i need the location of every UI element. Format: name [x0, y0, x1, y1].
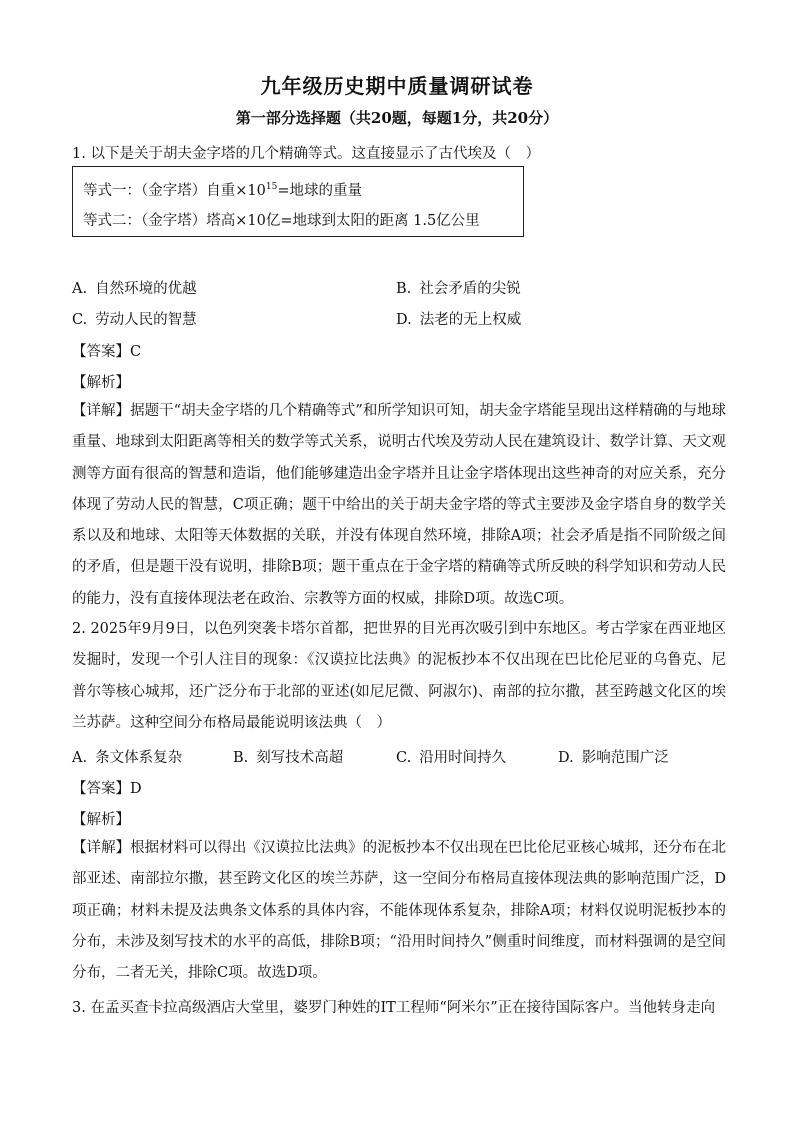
q2-detail-label: 【详解】: [72, 840, 131, 856]
q1-detail-label: 【详解】: [72, 403, 131, 419]
q2-option-a-text: 条文体系复杂: [95, 750, 183, 766]
q2-analysis-label: 【解析】: [72, 812, 130, 828]
question-3-stem: 3. 在孟买查卡拉高级酒店大堂里，婆罗门种姓的IT工程师“阿米尔”正在接待国际客户。当他转身走向: [72, 1000, 716, 1016]
q2-option-b: [233, 746, 343, 767]
q1-option-d: [396, 308, 521, 329]
equation-row-1: [83, 179, 362, 200]
q1-option-c: [72, 308, 197, 329]
q2-option-a-letter: A.: [72, 750, 88, 766]
q2-option-d: [558, 746, 669, 767]
exam-title: 九年级历史期中质量调研试卷: [260, 74, 534, 98]
question-2-stem: 2. 2025年9月9日，以色列突袭卡塔尔首都，把世界的目光再次吸引到中东地区。考古学家在西亚地区发掘时，发现一个引人注目的现象：《汉谟拉比法典》的泥板抄本不仅出现在巴比伦尼亚的乌鲁克、尼普尔等核心城邦，还广泛分布于北部的亚述(如尼尼微、阿淑尔)、南部的拉尔撒，甚至跨越文化区的埃兰苏萨。这种空间分布格局最能说明该法典（ ）: [72, 621, 726, 731]
q2-detail: [72, 833, 726, 989]
q2-answer-label: 【答案】: [72, 781, 130, 797]
q1-option-c-letter: C.: [72, 312, 88, 328]
q1-option-c-text: 劳动人民的智慧: [95, 312, 197, 328]
q1-option-d-letter: D.: [396, 312, 412, 328]
equation-1-exponent: 15: [265, 182, 278, 193]
equation-row-2: 等式二：（金字塔）塔高×10亿=地球到太阳的距离 1.5亿公里: [83, 213, 480, 229]
q2-option-c: [396, 746, 506, 767]
q2-option-a: [72, 746, 182, 767]
q1-answer-label: 【答案】: [72, 344, 130, 360]
q2-detail-text: 根据材料可以得出《汉谟拉比法典》的泥板抄本不仅出现在巴比伦尼亚核心城邦，还分布在北部亚述、南部拉尔撒，甚至跨文化区的埃兰苏萨，这一空间分布格局直接体现法典的影响范围广泛，D项正确；材料未提及法典条文体系的具体内容，不能体现体系复杂，排除A项；材料仅说明泥板抄本的分布，未涉及刻写技术的水平的高低，排除B项；“沿用时间持久”侧重时间维度，而材料强调的是空间分布，二者无关，排除C项。故选D项。: [72, 840, 727, 982]
q1-detail-text: 据题干“胡夫金字塔的几个精确等式”和所学知识可知，胡夫金字塔能呈现出这样精确的与地球重量、地球到太阳距离等相关的数学等式关系，说明古代埃及劳动人民在建筑设计、数学计算、天文观测等方面有很高的智慧和造诣，他们能够建造出金字塔并且让金字塔体现出这些神奇的对应关系，充分体现了劳动人民的智慧，C项正确；题干中给出的关于胡夫金字塔的等式主要涉及金字塔自身的数学关系以及和地球、太阳等天体数据的关联，并没有体现自然环境，排除A项；社会矛盾是指不同阶级之间的矛盾，但是题干没有说明，排除B项；题干重点在于金字塔的精确等式所反映的科学知识和劳动人民的能力，没有直接体现法老在政治、宗教等方面的权威，排除D项。故选C项。: [72, 403, 726, 607]
q2-option-d-letter: D.: [558, 750, 574, 766]
q1-option-a-letter: A.: [72, 281, 88, 297]
q1-detail: [72, 396, 726, 615]
q1-answer-value: C: [130, 344, 142, 360]
q2-option-c-text: 沿用时间持久: [419, 750, 507, 766]
q1-analysis-label: 【解析】: [72, 375, 130, 391]
q2-answer-value: D: [130, 781, 142, 797]
q1-option-b-letter: B.: [396, 281, 412, 297]
q1-option-a-text: 自然环境的优越: [95, 281, 197, 297]
q1-option-d-text: 法老的无上权威: [419, 312, 522, 328]
q1-answer: [72, 340, 732, 361]
q2-option-b-letter: B.: [233, 750, 249, 766]
equation-1-prefix: 等式一：（金字塔）自重×10: [83, 183, 266, 199]
q1-option-b-text: 社会矛盾的尖锐: [419, 281, 521, 297]
section-subtitle: 第一部分选择题（共20题，每题1分，共20分）: [235, 109, 559, 127]
q2-option-d-text: 影响范围广泛: [581, 750, 669, 766]
q1-option-b: [396, 277, 521, 298]
q2-option-c-letter: C.: [396, 750, 412, 766]
question-1-stem: 1. 以下是关于胡夫金字塔的几个精确等式。这直接显示了古代埃及（ ）: [72, 146, 540, 162]
q1-option-a: [72, 277, 197, 298]
equation-box: [72, 166, 524, 237]
q2-answer: [72, 777, 732, 798]
q2-option-b-text: 刻写技术高超: [256, 750, 344, 766]
equation-1-suffix: =地球的重量: [277, 183, 362, 199]
